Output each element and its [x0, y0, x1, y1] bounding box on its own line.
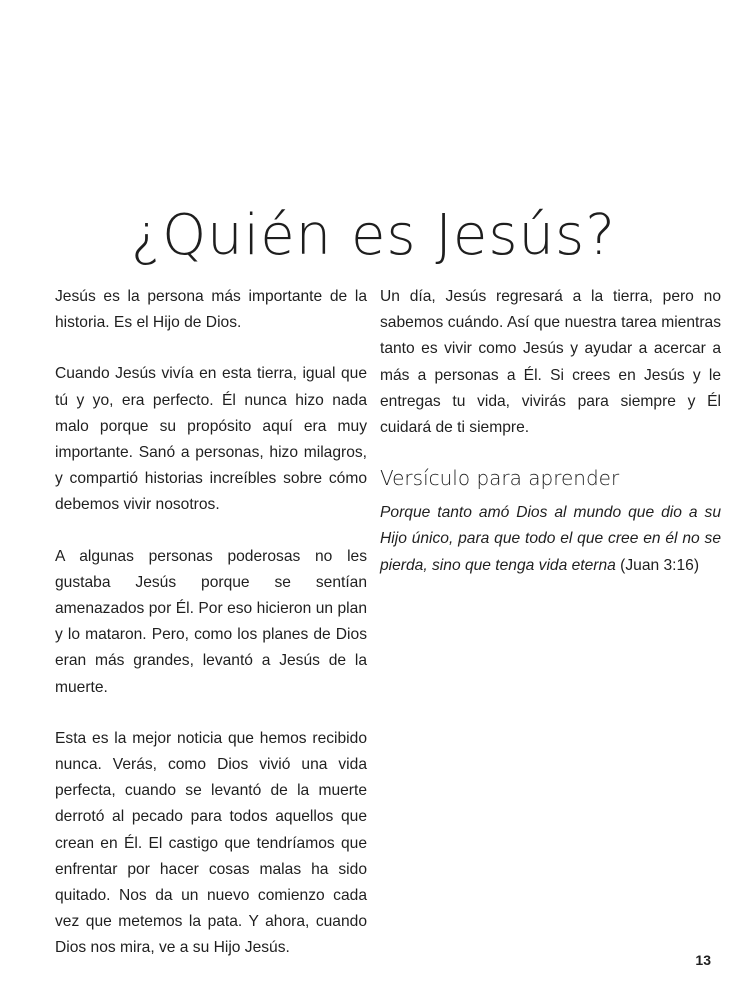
page-number: 13 [695, 952, 711, 968]
verse-reference: (Juan 3:16) [620, 556, 700, 574]
paragraph-good-news: Esta es la mejor noticia que hemos recibido nunca. Verás, como Dios vivió una vida perfecta, cuando se levantó de la muerte derrotó al pecado para todos aquellos que crean en Él. El castigo que tendríamos que enfrentar por hacer cosas malas ha sido quitado. Nos da un nuevo comienzo cada vez que metemos la pata. Y ahora, cuando Dios nos mira, ve a su Hijo Jesús. [55, 729, 367, 957]
verse-text: Porque tanto amó Dios al mundo que dio a su Hijo único, para que todo el que cree en él no se pierda, sino que tenga vida eterna [380, 504, 721, 574]
right-column [380, 284, 721, 579]
verse-block [380, 500, 721, 579]
paragraph-death: A algunas personas poderosas no les gustaba Jesús porque se sentían amenazados por Él. Por eso hicieron un plan y lo mataron. Pero, como los planes de Dios eran más grandes, levantó a Jesús de la muerte. [55, 547, 367, 696]
left-column [55, 284, 367, 987]
page-title: ¿Quién es Jesús? [131, 202, 616, 268]
verse-heading: Versículo para aprender [380, 466, 620, 491]
paragraph-return: Un día, Jesús regresará a la tierra, pero no sabemos cuándo. Así que nuestra tarea mientras tanto es vivir como Jesús y ayudar a acercar a más a personas a Él. Si crees en Jesús y le entregas tu vida, vivirás para siempre y Él cuidará de ti siempre. [380, 288, 721, 437]
paragraph-intro: Jesús es la persona más importante de la historia. Es el Hijo de Dios. [55, 288, 367, 332]
paragraph-life: Cuando Jesús vivía en esta tierra, igual que tú y yo, era perfecto. Él nunca hizo nada malo porque su propósito aquí era muy importante. Sanó a personas, hizo milagros, y compartió historias increíbles sobre cómo debemos vivir nosotros. [55, 365, 367, 514]
